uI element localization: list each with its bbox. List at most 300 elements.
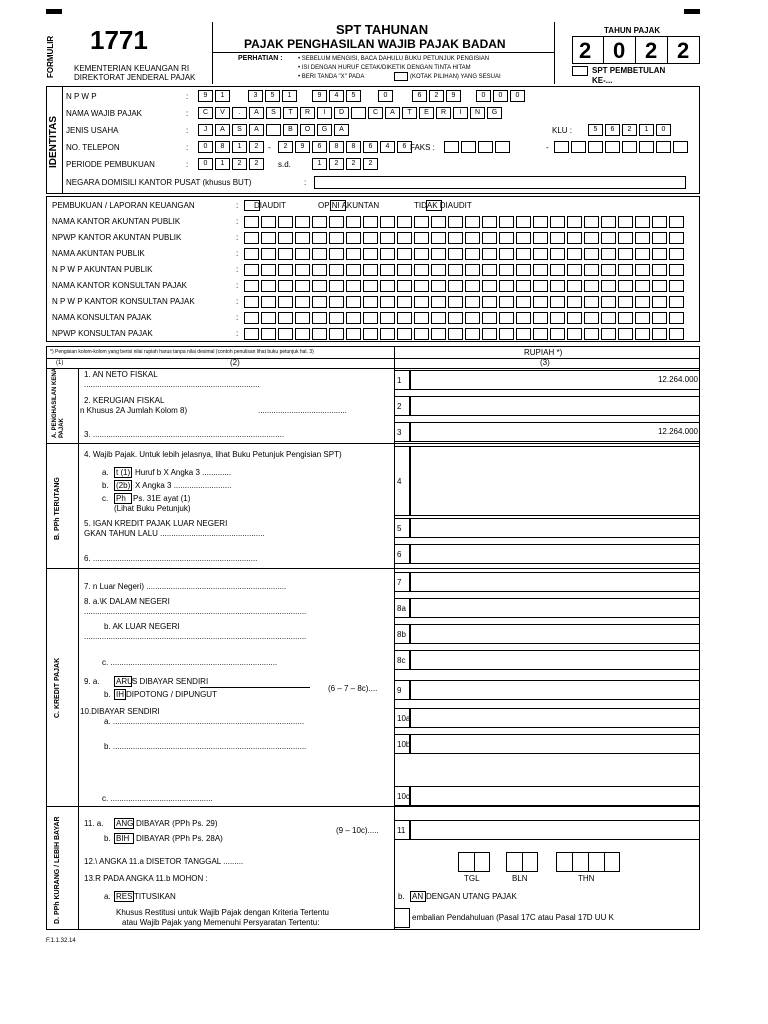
- audit-cell[interactable]: [295, 232, 310, 244]
- audit-cell[interactable]: [448, 232, 463, 244]
- audit-cell[interactable]: [278, 216, 293, 228]
- audit-cell[interactable]: [635, 280, 650, 292]
- audit-cell[interactable]: [346, 216, 361, 228]
- thn-field[interactable]: [556, 852, 620, 872]
- char-cell[interactable]: 5: [588, 124, 603, 136]
- audit-cell[interactable]: [516, 296, 531, 308]
- char-cell[interactable]: C: [368, 107, 383, 119]
- line-9b-checkbox[interactable]: IH: [116, 690, 124, 699]
- audit-cell[interactable]: [397, 296, 412, 308]
- audit-cell[interactable]: [380, 280, 395, 292]
- audit-cell[interactable]: [261, 312, 276, 324]
- audit-cell[interactable]: [346, 280, 361, 292]
- npwp-digit[interactable]: 2: [429, 90, 444, 102]
- audit-cell[interactable]: [652, 328, 667, 340]
- char-cell[interactable]: T: [402, 107, 417, 119]
- faks-cell[interactable]: [656, 141, 671, 153]
- audit-cell[interactable]: [618, 216, 633, 228]
- audit-cell[interactable]: [329, 248, 344, 260]
- char-cell[interactable]: 2: [278, 141, 293, 153]
- char-cell[interactable]: 1: [232, 141, 247, 153]
- audit-cell[interactable]: [618, 232, 633, 244]
- bln-field[interactable]: [506, 852, 538, 872]
- audit-cell[interactable]: [652, 296, 667, 308]
- audit-cell[interactable]: [584, 248, 599, 260]
- faks-cell[interactable]: [622, 141, 637, 153]
- amount-field[interactable]: [410, 598, 700, 618]
- audit-cell[interactable]: [363, 328, 378, 340]
- audit-cell[interactable]: [635, 296, 650, 308]
- audit-cell[interactable]: [244, 328, 259, 340]
- audit-cell[interactable]: [295, 280, 310, 292]
- audit-cell[interactable]: [363, 216, 378, 228]
- audit-cell[interactable]: [499, 232, 514, 244]
- line-9a-checkbox[interactable]: ARU: [116, 677, 133, 686]
- amount-field[interactable]: [410, 734, 700, 754]
- char-cell[interactable]: [351, 107, 366, 119]
- tahun-pajak-box[interactable]: 2 0 2 2: [572, 36, 700, 64]
- audit-cell[interactable]: [278, 264, 293, 276]
- audit-cell[interactable]: [482, 264, 497, 276]
- audit-cell[interactable]: [261, 232, 276, 244]
- audit-cell[interactable]: [397, 280, 412, 292]
- audit-cell[interactable]: [482, 312, 497, 324]
- audit-cell[interactable]: [397, 232, 412, 244]
- audit-cell[interactable]: [567, 280, 582, 292]
- amount-field[interactable]: [410, 650, 700, 670]
- audit-cell[interactable]: [567, 328, 582, 340]
- audit-cell[interactable]: [635, 264, 650, 276]
- char-cell[interactable]: 0: [198, 141, 213, 153]
- audit-cell[interactable]: [397, 312, 412, 324]
- audit-cell[interactable]: [363, 264, 378, 276]
- char-cell[interactable]: S: [232, 124, 247, 136]
- audit-cell[interactable]: [346, 248, 361, 260]
- faks-cell[interactable]: [673, 141, 688, 153]
- char-cell[interactable]: A: [334, 124, 349, 136]
- npwp-digit[interactable]: 5: [346, 90, 361, 102]
- audit-cell[interactable]: [346, 328, 361, 340]
- line-11b-checkbox[interactable]: BIH: [114, 833, 134, 844]
- audit-cell[interactable]: [448, 280, 463, 292]
- audit-cell[interactable]: [584, 312, 599, 324]
- audit-cell[interactable]: [499, 264, 514, 276]
- audit-cell[interactable]: [499, 216, 514, 228]
- audit-cell[interactable]: [516, 248, 531, 260]
- audit-cell[interactable]: [414, 248, 429, 260]
- char-cell[interactable]: G: [487, 107, 502, 119]
- audit-cell[interactable]: [652, 248, 667, 260]
- audit-cell[interactable]: [516, 264, 531, 276]
- audit-cell[interactable]: [312, 248, 327, 260]
- audit-cell[interactable]: [244, 280, 259, 292]
- audit-cell[interactable]: [516, 312, 531, 324]
- audit-cell[interactable]: [414, 216, 429, 228]
- audit-cell[interactable]: [363, 232, 378, 244]
- audit-cell[interactable]: [669, 232, 684, 244]
- char-cell[interactable]: 2: [346, 158, 361, 170]
- line-11a-checkbox[interactable]: ANG: [116, 819, 134, 828]
- audit-cell[interactable]: [618, 296, 633, 308]
- audit-cell[interactable]: [533, 328, 548, 340]
- audit-cell[interactable]: [601, 216, 616, 228]
- char-cell[interactable]: 4: [380, 141, 395, 153]
- npwp-digit[interactable]: 9: [312, 90, 327, 102]
- audit-cell[interactable]: [448, 296, 463, 308]
- char-cell[interactable]: I: [317, 107, 332, 119]
- audit-cell[interactable]: [363, 312, 378, 324]
- audit-cell[interactable]: [601, 232, 616, 244]
- audit-cell[interactable]: [244, 264, 259, 276]
- char-cell[interactable]: 8: [346, 141, 361, 153]
- audit-cell[interactable]: [499, 328, 514, 340]
- audit-cell[interactable]: [244, 216, 259, 228]
- audit-cell[interactable]: [635, 216, 650, 228]
- pengembalian-checkbox[interactable]: [394, 908, 410, 928]
- audit-cell[interactable]: [329, 312, 344, 324]
- audit-cell[interactable]: [448, 264, 463, 276]
- audit-cell[interactable]: [550, 232, 565, 244]
- audit-cell[interactable]: [431, 280, 446, 292]
- audit-cell[interactable]: [499, 280, 514, 292]
- audit-cell[interactable]: [278, 312, 293, 324]
- char-cell[interactable]: A: [385, 107, 400, 119]
- audit-cell[interactable]: [431, 232, 446, 244]
- audit-cell[interactable]: [652, 216, 667, 228]
- amount-field[interactable]: [410, 820, 700, 840]
- audit-cell[interactable]: [516, 280, 531, 292]
- audit-cell[interactable]: [601, 312, 616, 324]
- audit-cell[interactable]: [414, 296, 429, 308]
- audit-cell[interactable]: [652, 280, 667, 292]
- audit-cell[interactable]: [329, 296, 344, 308]
- audit-cell[interactable]: [414, 328, 429, 340]
- audit-cell[interactable]: [465, 328, 480, 340]
- audit-cell[interactable]: [567, 296, 582, 308]
- audit-cell[interactable]: [312, 328, 327, 340]
- audit-cell[interactable]: [601, 328, 616, 340]
- audit-cell[interactable]: [618, 248, 633, 260]
- line-4a-checkbox[interactable]: t (1): [116, 468, 131, 477]
- audit-cell[interactable]: [363, 296, 378, 308]
- char-cell[interactable]: 2: [232, 158, 247, 170]
- audit-cell[interactable]: [652, 232, 667, 244]
- audit-cell[interactable]: [363, 280, 378, 292]
- char-cell[interactable]: C: [198, 107, 213, 119]
- audit-cell[interactable]: [482, 328, 497, 340]
- audit-cell[interactable]: [380, 216, 395, 228]
- audit-cell[interactable]: [601, 264, 616, 276]
- audit-cell[interactable]: [618, 264, 633, 276]
- audit-cell[interactable]: [329, 232, 344, 244]
- npwp-digit[interactable]: 0: [510, 90, 525, 102]
- char-cell[interactable]: 2: [249, 141, 264, 153]
- audit-cell[interactable]: [380, 296, 395, 308]
- char-cell[interactable]: 8: [329, 141, 344, 153]
- audit-cell[interactable]: [550, 328, 565, 340]
- amount-field[interactable]: [410, 708, 700, 728]
- audit-cell[interactable]: [295, 248, 310, 260]
- char-cell[interactable]: 6: [397, 141, 412, 153]
- audit-cell[interactable]: [431, 312, 446, 324]
- audit-cell[interactable]: [448, 312, 463, 324]
- audit-cell[interactable]: [346, 264, 361, 276]
- amount-field[interactable]: [410, 518, 700, 538]
- char-cell[interactable]: V: [215, 107, 230, 119]
- audit-cell[interactable]: [652, 312, 667, 324]
- amount-field[interactable]: [410, 680, 700, 700]
- faks-cell[interactable]: [605, 141, 620, 153]
- char-cell[interactable]: 2: [249, 158, 264, 170]
- amount-field[interactable]: [410, 396, 700, 416]
- tgl-field[interactable]: [458, 852, 490, 872]
- char-cell[interactable]: O: [300, 124, 315, 136]
- audit-cell[interactable]: [295, 216, 310, 228]
- audit-cell[interactable]: [482, 296, 497, 308]
- audit-cell[interactable]: [550, 296, 565, 308]
- audit-cell[interactable]: [601, 280, 616, 292]
- audit-cell[interactable]: [465, 312, 480, 324]
- npwp-digit[interactable]: 6: [412, 90, 427, 102]
- audit-cell[interactable]: [635, 328, 650, 340]
- audit-cell[interactable]: [669, 312, 684, 324]
- audit-cell[interactable]: [482, 216, 497, 228]
- char-cell[interactable]: .: [232, 107, 247, 119]
- audit-cell[interactable]: [329, 216, 344, 228]
- audit-cell[interactable]: [295, 296, 310, 308]
- faks-cell[interactable]: [495, 141, 510, 153]
- audit-cell[interactable]: [431, 296, 446, 308]
- audit-cell[interactable]: [465, 248, 480, 260]
- diperhitungkan-checkbox[interactable]: AN: [410, 891, 426, 902]
- npwp-digit[interactable]: 0: [476, 90, 491, 102]
- audit-cell[interactable]: [584, 280, 599, 292]
- char-cell[interactable]: 9: [295, 141, 310, 153]
- audit-cell[interactable]: [380, 232, 395, 244]
- audit-cell[interactable]: [397, 216, 412, 228]
- audit-cell[interactable]: [567, 232, 582, 244]
- audit-cell[interactable]: [584, 216, 599, 228]
- audit-cell[interactable]: [669, 216, 684, 228]
- audit-cell[interactable]: [567, 248, 582, 260]
- audit-cell[interactable]: [550, 280, 565, 292]
- amount-field[interactable]: [410, 786, 700, 806]
- pembetulan-checkbox[interactable]: [572, 66, 588, 76]
- restitusi-checkbox[interactable]: RES: [116, 892, 133, 901]
- audit-cell[interactable]: [533, 216, 548, 228]
- char-cell[interactable]: A: [249, 107, 264, 119]
- char-cell[interactable]: R: [300, 107, 315, 119]
- char-cell[interactable]: R: [436, 107, 451, 119]
- audit-cell[interactable]: [380, 312, 395, 324]
- audit-cell[interactable]: [278, 232, 293, 244]
- audit-cell[interactable]: [669, 280, 684, 292]
- audit-cell[interactable]: [465, 216, 480, 228]
- char-cell[interactable]: T: [283, 107, 298, 119]
- audit-cell[interactable]: [533, 264, 548, 276]
- char-cell[interactable]: A: [249, 124, 264, 136]
- audit-cell[interactable]: [584, 328, 599, 340]
- audit-cell[interactable]: [465, 280, 480, 292]
- char-cell[interactable]: 1: [312, 158, 327, 170]
- audit-cell[interactable]: [635, 248, 650, 260]
- audit-cell[interactable]: [516, 232, 531, 244]
- npwp-digit[interactable]: 9: [198, 90, 213, 102]
- audit-cell[interactable]: [618, 312, 633, 324]
- audit-cell[interactable]: [482, 232, 497, 244]
- audit-cell[interactable]: [278, 280, 293, 292]
- audit-cell[interactable]: [397, 248, 412, 260]
- audit-cell[interactable]: [414, 312, 429, 324]
- audit-cell[interactable]: [363, 248, 378, 260]
- audit-cell[interactable]: [261, 296, 276, 308]
- audit-cell[interactable]: [312, 232, 327, 244]
- audit-cell[interactable]: [295, 264, 310, 276]
- audit-cell[interactable]: [261, 216, 276, 228]
- audit-cell[interactable]: [244, 296, 259, 308]
- audit-cell[interactable]: [465, 264, 480, 276]
- char-cell[interactable]: [266, 124, 281, 136]
- audit-cell[interactable]: [533, 280, 548, 292]
- audit-cell[interactable]: [244, 248, 259, 260]
- char-cell[interactable]: 1: [639, 124, 654, 136]
- audit-cell[interactable]: [414, 280, 429, 292]
- audit-cell[interactable]: [499, 296, 514, 308]
- audit-cell[interactable]: [584, 232, 599, 244]
- char-cell[interactable]: E: [419, 107, 434, 119]
- char-cell[interactable]: 8: [215, 141, 230, 153]
- audit-cell[interactable]: [567, 216, 582, 228]
- audit-cell[interactable]: [618, 328, 633, 340]
- audit-cell[interactable]: [278, 328, 293, 340]
- line-4c-checkbox[interactable]: Ph: [114, 493, 132, 504]
- char-cell[interactable]: 0: [656, 124, 671, 136]
- char-cell[interactable]: 2: [363, 158, 378, 170]
- npwp-digit[interactable]: 5: [265, 90, 280, 102]
- audit-cell[interactable]: [244, 232, 259, 244]
- line-4b-checkbox[interactable]: (2b): [116, 481, 131, 490]
- amount-field[interactable]: [410, 572, 700, 592]
- audit-cell[interactable]: [669, 264, 684, 276]
- audit-cell[interactable]: [669, 296, 684, 308]
- amount-field[interactable]: [410, 544, 700, 564]
- npwp-digit[interactable]: 3: [248, 90, 263, 102]
- audit-cell[interactable]: [448, 248, 463, 260]
- audit-cell[interactable]: [414, 264, 429, 276]
- audit-cell[interactable]: [550, 312, 565, 324]
- char-cell[interactable]: I: [453, 107, 468, 119]
- faks-cell[interactable]: [571, 141, 586, 153]
- audit-cell[interactable]: [550, 248, 565, 260]
- audit-cell[interactable]: [380, 264, 395, 276]
- audit-cell[interactable]: [567, 312, 582, 324]
- audit-cell[interactable]: [516, 216, 531, 228]
- audit-cell[interactable]: [499, 312, 514, 324]
- char-cell[interactable]: J: [198, 124, 213, 136]
- char-cell[interactable]: 2: [622, 124, 637, 136]
- audit-cell[interactable]: [482, 248, 497, 260]
- faks-cell[interactable]: [554, 141, 569, 153]
- audit-cell[interactable]: [669, 248, 684, 260]
- char-cell[interactable]: A: [215, 124, 230, 136]
- char-cell[interactable]: 6: [363, 141, 378, 153]
- audit-cell[interactable]: [431, 328, 446, 340]
- audit-cell[interactable]: [448, 216, 463, 228]
- npwp-digit[interactable]: 0: [493, 90, 508, 102]
- npwp-digit[interactable]: 1: [282, 90, 297, 102]
- char-cell[interactable]: 6: [312, 141, 327, 153]
- audit-cell[interactable]: [244, 312, 259, 324]
- audit-cell[interactable]: [261, 248, 276, 260]
- audit-cell[interactable]: [329, 280, 344, 292]
- audit-cell[interactable]: [312, 296, 327, 308]
- audit-cell[interactable]: [397, 328, 412, 340]
- audit-cell[interactable]: [465, 296, 480, 308]
- audit-cell[interactable]: [329, 328, 344, 340]
- audit-cell[interactable]: [312, 264, 327, 276]
- faks-cell[interactable]: [461, 141, 476, 153]
- audit-cell[interactable]: [278, 248, 293, 260]
- audit-cell[interactable]: [618, 280, 633, 292]
- negara-field[interactable]: [314, 176, 686, 189]
- audit-cell[interactable]: [329, 264, 344, 276]
- npwp-digit[interactable]: 9: [446, 90, 461, 102]
- audit-cell[interactable]: [516, 328, 531, 340]
- audit-cell[interactable]: [346, 296, 361, 308]
- char-cell[interactable]: B: [283, 124, 298, 136]
- faks-cell[interactable]: [444, 141, 459, 153]
- audit-cell[interactable]: [278, 296, 293, 308]
- char-cell[interactable]: N: [470, 107, 485, 119]
- audit-cell[interactable]: [431, 216, 446, 228]
- faks-cell[interactable]: [639, 141, 654, 153]
- audit-cell[interactable]: [312, 312, 327, 324]
- audit-cell[interactable]: [261, 280, 276, 292]
- audit-cell[interactable]: [567, 264, 582, 276]
- audit-cell[interactable]: [312, 216, 327, 228]
- npwp-digit[interactable]: 0: [378, 90, 393, 102]
- audit-cell[interactable]: [448, 328, 463, 340]
- char-cell[interactable]: 2: [329, 158, 344, 170]
- audit-cell[interactable]: [601, 248, 616, 260]
- faks-cell[interactable]: [588, 141, 603, 153]
- audit-cell[interactable]: [550, 216, 565, 228]
- audit-cell[interactable]: [431, 248, 446, 260]
- audit-cell[interactable]: [346, 232, 361, 244]
- audit-cell[interactable]: [414, 232, 429, 244]
- audit-cell[interactable]: [465, 232, 480, 244]
- audit-cell[interactable]: [669, 328, 684, 340]
- char-cell[interactable]: G: [317, 124, 332, 136]
- char-cell[interactable]: S: [266, 107, 281, 119]
- audit-cell[interactable]: [499, 248, 514, 260]
- audit-cell[interactable]: [261, 264, 276, 276]
- audit-cell[interactable]: [533, 296, 548, 308]
- audit-cell[interactable]: [652, 264, 667, 276]
- audit-cell[interactable]: [635, 232, 650, 244]
- audit-cell[interactable]: [533, 248, 548, 260]
- audit-cell[interactable]: [397, 264, 412, 276]
- npwp-digit[interactable]: 4: [329, 90, 344, 102]
- audit-cell[interactable]: [431, 264, 446, 276]
- audit-cell[interactable]: [533, 312, 548, 324]
- audit-cell[interactable]: [295, 312, 310, 324]
- audit-cell[interactable]: [380, 328, 395, 340]
- audit-cell[interactable]: [635, 312, 650, 324]
- audit-cell[interactable]: [550, 264, 565, 276]
- audit-cell[interactable]: [584, 296, 599, 308]
- char-cell[interactable]: 6: [605, 124, 620, 136]
